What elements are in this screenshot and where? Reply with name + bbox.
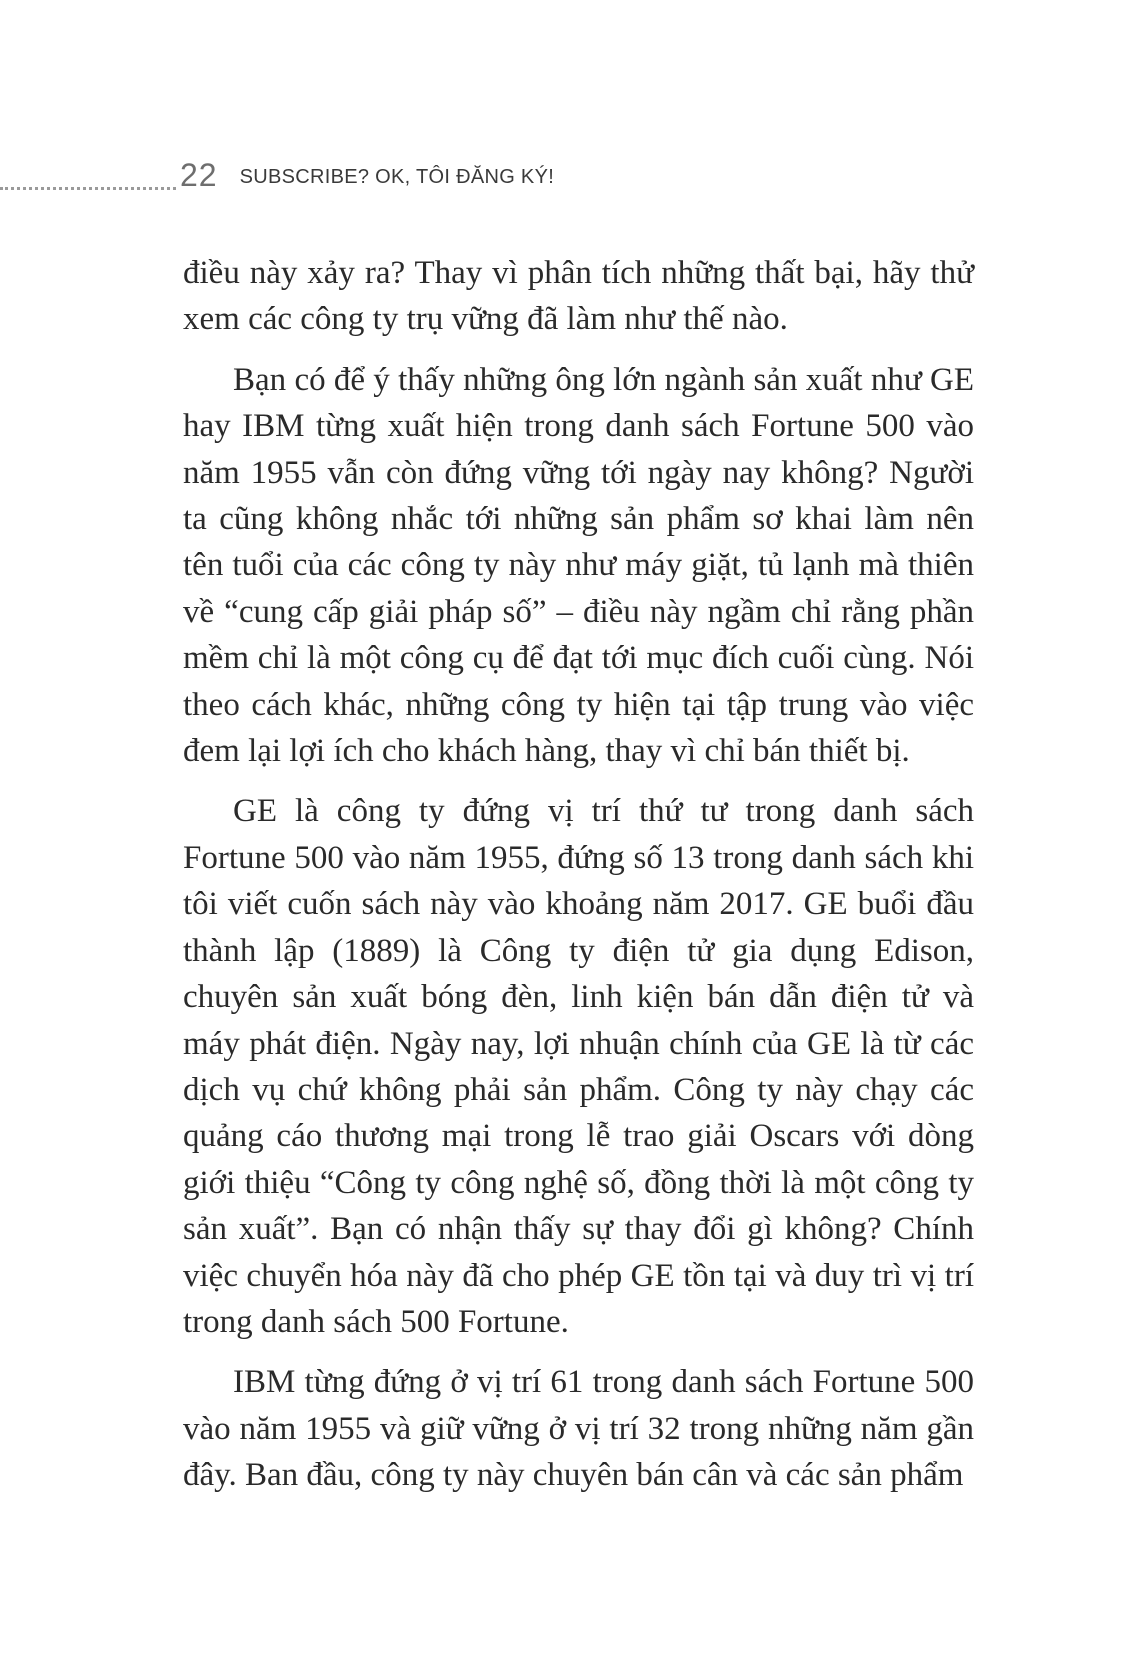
paragraph: Bạn có để ý thấy những ông lớn ngành sản xuất như GE hay IBM từng xuất hiện trong danh sách Fortune 500 vào năm 1955 vẫn còn đứng vững tới ngày nay không? Người ta cũng không nhắc tới những sản phẩm sơ khai làm nên tên tuổi của các công ty này như máy giặt, tủ lạnh mà thiên về “cung cấp giải pháp số” – điều này ngầm chỉ rằng phần mềm chỉ là một công cụ để đạt tới mục đích cuối cùng. Nói theo cách khác, những công ty hiện tại tập trung vào việc đem lại lợi ích cho khách hàng, thay vì chỉ bán thiết bị. bbox=[183, 361, 974, 770]
paragraph: GE là công ty đứng vị trí thứ tư trong danh sách Fortune 500 vào năm 1955, đứng số 13 trong danh sách khi tôi viết cuốn sách này vào khoảng năm 2017. GE buổi đầu thành lập (1889) là Công ty điện tử gia dụng Edison, chuyên sản xuất bóng đèn, linh kiện bán dẫn điện tử và máy phát điện. Ngày nay, lợi nhuận chính của GE là từ các dịch vụ chứ không phải sản phẩm. Công ty này chạy các quảng cáo thương mại trong lễ trao giải Oscars với dòng giới thiệu “Công ty công nghệ số, đồng thời là một công ty sản xuất”. Bạn có nhận thấy sự thay đổi gì không? Chính việc chuyển hóa này đã cho phép GE tồn tại và duy trì vị trí trong danh sách 500 Fortune. bbox=[183, 793, 974, 1340]
paragraph: IBM từng đứng ở vị trí 61 trong danh sách Fortune 500 vào năm 1955 và giữ vững ở vị trí 32 trong những năm gần đây. Ban đầu, công ty này chuyên bán cân và các sản phẩm bbox=[183, 1364, 974, 1494]
chapter-title: SUBSCRIBE? OK, TÔI ĐĂNG KÝ! bbox=[239, 165, 555, 188]
paragraph: điều này xảy ra? Thay vì phân tích những thất bại, hãy thử xem các công ty trụ vững đã làm như thế nào. bbox=[183, 255, 974, 338]
running-head bbox=[0, 150, 554, 200]
page-number: 22 bbox=[180, 156, 218, 193]
dotted-leader bbox=[0, 187, 176, 190]
body-text bbox=[183, 250, 974, 1513]
